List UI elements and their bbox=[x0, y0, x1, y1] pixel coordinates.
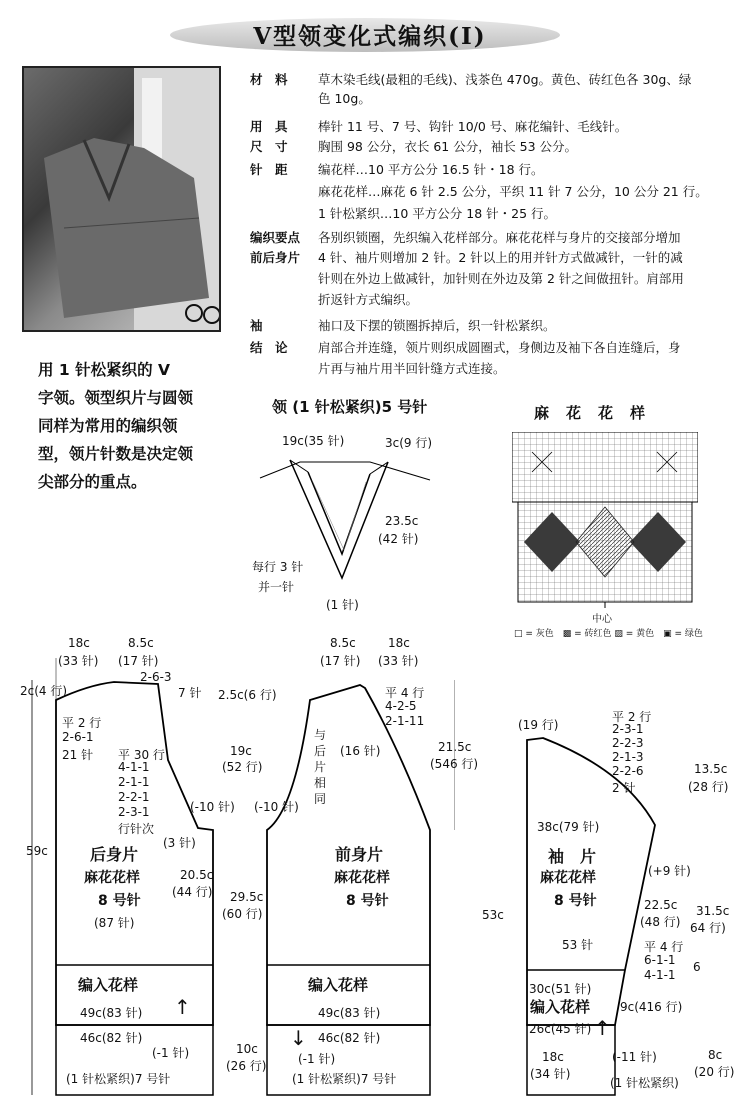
dim-label: 46c(82 针) bbox=[318, 1031, 381, 1045]
sleeve-needle: 8 号针 bbox=[554, 893, 597, 909]
blurb-line: 同样为常用的编织领 bbox=[38, 417, 178, 435]
same-as-back-note: 与 bbox=[314, 728, 327, 742]
spec-label: 袖 bbox=[250, 318, 263, 333]
dim-label: 2-1-3 bbox=[612, 750, 644, 764]
dim-label: (16 针) bbox=[340, 744, 381, 758]
collar-label: 23.5c bbox=[385, 514, 419, 528]
dim-label: 7 针 bbox=[178, 686, 202, 700]
down-arrow-icon: ↓ bbox=[290, 1026, 307, 1050]
dim-label: 59c bbox=[26, 844, 48, 858]
back-inlay-label: 编入花样 bbox=[78, 976, 139, 994]
collar-label: 3c(9 行) bbox=[385, 436, 433, 450]
dim-label: 49c(83 针) bbox=[80, 1006, 143, 1020]
mahua-legend: □ = 灰色 ▩ = 砖红色 ▨ = 黄色 ▣ = 绿色 bbox=[514, 629, 703, 639]
spec-label: 材 料 bbox=[250, 72, 288, 87]
dim-label: (52 行) bbox=[222, 760, 263, 774]
dim-label: (34 针) bbox=[530, 1067, 571, 1081]
spec-label: 结 论 bbox=[250, 340, 288, 355]
mahua-chart bbox=[512, 432, 698, 608]
blurb-line: 用 1 针松紧织的 V bbox=[38, 361, 170, 379]
dim-label: 2-2-3 bbox=[612, 736, 644, 750]
dim-label: 30c(51 针) bbox=[529, 982, 592, 996]
blurb-line: 型，领片针数是决定领 bbox=[38, 445, 194, 463]
spec-value: 棒针 11 号、7 号、钩针 10/0 号、麻花编针、毛线针。 bbox=[318, 119, 628, 134]
same-as-back-note: 相 bbox=[314, 776, 327, 790]
collar-label: 19c(35 针) bbox=[282, 434, 345, 448]
dim-label: 29.5c bbox=[230, 890, 264, 904]
spec-value: 肩部合并连缝，领片则织成圆圈式，身侧边及袖下各自连缝后，身 bbox=[318, 340, 681, 355]
dim-label: 行针次 bbox=[118, 822, 155, 836]
spec-value: 胸围 98 公分，衣长 61 公分，袖长 53 公分。 bbox=[318, 139, 578, 154]
spec-label: 针 距 bbox=[250, 162, 288, 177]
mahua-center: 中心 bbox=[592, 614, 612, 625]
spec-value: 麻花花样…麻花 6 针 2.5 公分，平织 11 针 7 公分，10 公分 21 行。 bbox=[318, 184, 708, 199]
dim-label: 10c bbox=[236, 1042, 258, 1056]
spec-label: 前后身片 bbox=[250, 250, 301, 265]
sleeve-pattern: 麻花花样 bbox=[540, 870, 596, 886]
dim-label: 2.5c(6 行) bbox=[218, 688, 277, 702]
dim-label: 2-2-1 bbox=[118, 790, 150, 804]
dim-label: 2-1-11 bbox=[385, 714, 425, 728]
dim-label: 2-2-6 bbox=[612, 764, 644, 778]
collar-label: (42 针) bbox=[378, 532, 419, 546]
spec-value: 色 10g。 bbox=[318, 91, 371, 106]
mahua-title: 麻 花 花 样 bbox=[534, 404, 647, 422]
spec-label: 编织要点 bbox=[250, 230, 301, 245]
dim-label: 46c(82 针) bbox=[80, 1031, 143, 1045]
blurb-line: 字领。领型织片与圆领 bbox=[38, 389, 194, 407]
front-body-pattern: 麻花花样 bbox=[334, 870, 390, 886]
dim-label: (3 针) bbox=[163, 836, 196, 850]
collar-label: 每行 3 针 bbox=[252, 560, 304, 574]
material-specs bbox=[250, 70, 750, 380]
dim-label: 4-1-1 bbox=[118, 760, 150, 774]
dim-label: (26 行) bbox=[226, 1059, 267, 1073]
dim-label: 4-1-1 bbox=[644, 968, 676, 982]
dim-label: 8.5c bbox=[128, 636, 154, 650]
dim-label: 18c bbox=[542, 1050, 564, 1064]
back-body-name: 后身片 bbox=[90, 845, 139, 864]
dim-label: 8.5c bbox=[330, 636, 356, 650]
same-as-back-note: 后 bbox=[314, 744, 327, 758]
sweater-photo bbox=[22, 66, 221, 332]
dim-label: 2-6-3 bbox=[140, 670, 172, 684]
collar-title: 领 (1 针松紧织)5 号针 bbox=[272, 398, 428, 416]
back-body-needle: 8 号针 bbox=[98, 893, 141, 909]
sleeve-inlay-label: 编入花样 bbox=[530, 998, 591, 1016]
dim-label: 18c bbox=[388, 636, 410, 650]
intro-blurb bbox=[38, 356, 218, 496]
spec-value: 草木染毛线(最粗的毛线)、浅茶色 470g。黄色、砖红色各 30g、绿 bbox=[318, 72, 692, 87]
dim-label: (20 行) bbox=[694, 1065, 735, 1079]
dim-label: (546 行) bbox=[430, 757, 479, 771]
sleeve-rib-label: (1 针松紧织) bbox=[610, 1076, 679, 1090]
dim-label: (17 针) bbox=[320, 654, 361, 668]
dim-label: 19c bbox=[230, 744, 252, 758]
spec-value: 编花样…10 平方公分 16.5 针・18 行。 bbox=[318, 162, 544, 177]
up-arrow-icon: ↑ bbox=[594, 1016, 611, 1040]
spec-label: 用 具 bbox=[250, 119, 288, 134]
spec-value: 各别织锁圈，先织编入花样部分。麻花花样与身片的交接部分增加 bbox=[318, 230, 681, 245]
dim-label: (+9 针) bbox=[648, 864, 691, 878]
page-title: V型领变化式编织(Ⅰ) bbox=[253, 23, 487, 50]
dim-label: (44 行) bbox=[172, 885, 213, 899]
back-body-pattern: 麻花花样 bbox=[84, 870, 140, 886]
dim-label: 8c bbox=[708, 1048, 723, 1062]
dim-label: 49c(83 针) bbox=[318, 1006, 381, 1020]
dim-label: 平 30 行 bbox=[118, 748, 165, 762]
collar-label: (1 针) bbox=[326, 598, 359, 612]
dim-label: 2-3-1 bbox=[612, 722, 644, 736]
dim-label: (33 针) bbox=[58, 654, 99, 668]
dim-label: 6 bbox=[693, 960, 701, 974]
dim-label: (48 行) bbox=[640, 915, 681, 929]
spec-value: 针则在外边上做减针，加针则在外边及第 2 针之间做扭针。肩部用 bbox=[318, 271, 684, 286]
blurb-line: 尖部分的重点。 bbox=[38, 473, 147, 491]
dim-label: 53c bbox=[482, 908, 504, 922]
dim-label: (17 针) bbox=[118, 654, 159, 668]
front-inlay-label: 编入花样 bbox=[308, 976, 369, 994]
dim-label: 2-6-1 bbox=[62, 730, 94, 744]
dim-label: 13.5c bbox=[694, 762, 728, 776]
dim-label: 64 行) bbox=[690, 921, 726, 935]
collar-label: 并一针 bbox=[258, 580, 295, 594]
spec-value: 袖口及下摆的锁圈拆掉后，织一针松紧织。 bbox=[318, 318, 556, 333]
dim-label: 2c(4 行) bbox=[20, 684, 68, 698]
same-as-back-note: 片 bbox=[314, 760, 327, 774]
sleeve-name: 袖 片 bbox=[548, 847, 597, 866]
dim-label: 31.5c bbox=[696, 904, 730, 918]
dim-label: (28 行) bbox=[688, 780, 729, 794]
same-as-back-note: 同 bbox=[314, 792, 327, 806]
dim-label: (87 针) bbox=[94, 916, 135, 930]
front-body-needle: 8 号针 bbox=[346, 893, 389, 909]
up-arrow-icon: ↑ bbox=[174, 995, 191, 1019]
dim-label: 平 4 行 bbox=[644, 940, 684, 954]
dim-label: (19 行) bbox=[518, 718, 559, 732]
dim-label: 21.5c bbox=[438, 740, 472, 754]
dim-label: 2 针 bbox=[612, 781, 636, 795]
dim-label: 平 2 行 bbox=[62, 716, 102, 730]
back-rib-label: (1 针松紧织)7 号针 bbox=[66, 1072, 171, 1086]
dim-label: (-10 针) bbox=[190, 800, 235, 814]
spec-value: 4 针、袖片则增加 2 针。2 针以上的用并针方式做减针，一针的减 bbox=[318, 250, 683, 265]
spec-value: 折返针方式编织。 bbox=[318, 292, 419, 307]
dim-label: 26c(45 针) bbox=[529, 1022, 592, 1036]
spec-label: 尺 寸 bbox=[250, 139, 288, 154]
dim-label: 20.5c bbox=[180, 868, 214, 882]
dim-label: 2-3-1 bbox=[118, 805, 150, 819]
dim-label: (60 行) bbox=[222, 907, 263, 921]
dim-label: (-11 针) bbox=[612, 1050, 657, 1064]
spec-value: 片再与袖片用半回针缝方式连接。 bbox=[318, 361, 506, 376]
dim-label: 9c(416 行) bbox=[620, 1000, 683, 1014]
dim-label: 38c(79 针) bbox=[537, 820, 600, 834]
dim-label: 平 4 行 bbox=[385, 686, 425, 700]
spec-value: 1 针松紧织…10 平方公分 18 针・25 行。 bbox=[318, 206, 557, 221]
dim-label: 21 针 bbox=[62, 748, 94, 762]
front-body-name: 前身片 bbox=[335, 845, 384, 864]
dim-label: 2-1-1 bbox=[118, 775, 150, 789]
dim-label: (-1 针) bbox=[152, 1046, 190, 1060]
dim-label: 6-1-1 bbox=[644, 953, 676, 967]
front-rib-label: (1 针松紧织)7 号针 bbox=[292, 1072, 397, 1086]
dim-label: (33 针) bbox=[378, 654, 419, 668]
dim-label: 53 针 bbox=[562, 938, 594, 952]
dim-label: (-10 针) bbox=[254, 800, 299, 814]
dim-label: 平 2 行 bbox=[612, 710, 652, 724]
dim-label: (-1 针) bbox=[298, 1052, 336, 1066]
dim-label: 22.5c bbox=[644, 898, 678, 912]
dim-label: 18c bbox=[68, 636, 90, 650]
dim-label: 4-2-5 bbox=[385, 699, 417, 713]
